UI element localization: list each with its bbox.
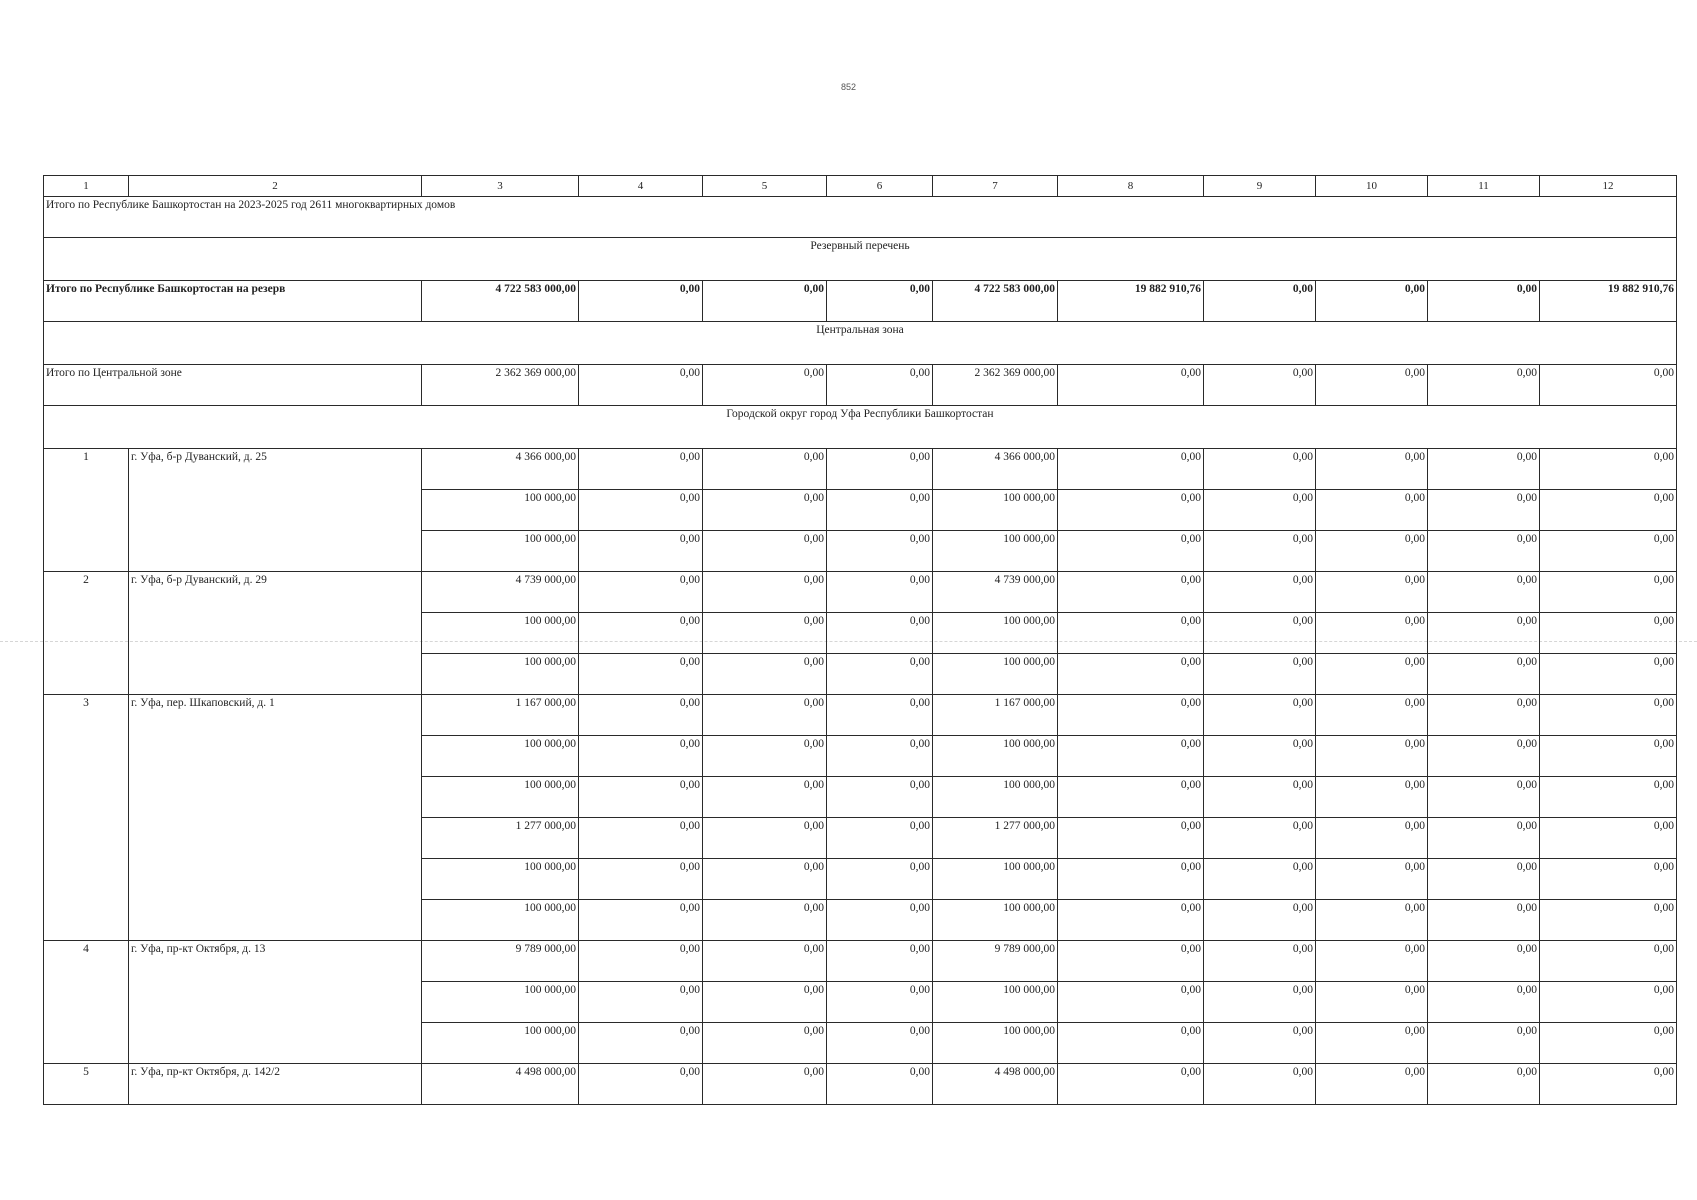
amount-cell: 0,00 <box>1058 449 1204 490</box>
amount-cell: 100 000,00 <box>933 1023 1058 1064</box>
column-header: 5 <box>703 176 827 197</box>
amount-cell: 0,00 <box>1204 1064 1316 1105</box>
amount-cell: 0,00 <box>1316 654 1428 695</box>
amount-cell: 0,00 <box>1316 695 1428 736</box>
amount-cell: 100 000,00 <box>933 736 1058 777</box>
amount-cell: 0,00 <box>703 982 827 1023</box>
amount-cell: 0,00 <box>1058 490 1204 531</box>
amount-cell: 0,00 <box>1428 777 1540 818</box>
amount-cell: 0,00 <box>1540 736 1677 777</box>
amount-cell: 100 000,00 <box>933 654 1058 695</box>
amount-cell: 0,00 <box>1058 1023 1204 1064</box>
amount-cell: 0,00 <box>827 982 933 1023</box>
amount-cell: 0,00 <box>1540 1023 1677 1064</box>
reserve-total-cell: 4 722 583 000,00 <box>422 281 579 322</box>
amount-cell: 0,00 <box>1316 531 1428 572</box>
amount-cell: 0,00 <box>1058 695 1204 736</box>
reserve-total-cell: 4 722 583 000,00 <box>933 281 1058 322</box>
amount-cell: 0,00 <box>1540 449 1677 490</box>
amount-cell: 4 498 000,00 <box>933 1064 1058 1105</box>
amount-cell: 0,00 <box>1428 736 1540 777</box>
amount-cell: 0,00 <box>1316 900 1428 941</box>
amount-cell: 0,00 <box>703 777 827 818</box>
amount-cell: 0,00 <box>579 777 703 818</box>
row-number: 3 <box>44 695 129 941</box>
amount-cell: 100 000,00 <box>422 900 579 941</box>
amount-cell: 9 789 000,00 <box>422 941 579 982</box>
amount-cell: 0,00 <box>827 695 933 736</box>
amount-cell: 0,00 <box>1540 531 1677 572</box>
amount-cell: 1 277 000,00 <box>933 818 1058 859</box>
amount-cell: 0,00 <box>1428 900 1540 941</box>
amount-cell: 0,00 <box>1316 736 1428 777</box>
amount-cell: 0,00 <box>1540 900 1677 941</box>
amount-cell: 0,00 <box>1316 941 1428 982</box>
amount-cell: 0,00 <box>1204 941 1316 982</box>
central-total-cell: 2 362 369 000,00 <box>422 365 579 406</box>
reserve-total-cell: 0,00 <box>703 281 827 322</box>
amount-cell: 0,00 <box>1058 900 1204 941</box>
amount-cell: 0,00 <box>1204 695 1316 736</box>
amount-cell: 0,00 <box>827 1064 933 1105</box>
amount-cell: 0,00 <box>1316 572 1428 613</box>
amount-cell: 0,00 <box>1316 449 1428 490</box>
column-header: 1 <box>44 176 129 197</box>
amount-cell: 9 789 000,00 <box>933 941 1058 982</box>
reserve-total-cell: 0,00 <box>579 281 703 322</box>
amount-cell: 0,00 <box>1058 736 1204 777</box>
amount-cell: 0,00 <box>579 1064 703 1105</box>
column-header: 10 <box>1316 176 1428 197</box>
amount-cell: 0,00 <box>579 654 703 695</box>
amount-cell: 0,00 <box>1316 490 1428 531</box>
amount-cell: 100 000,00 <box>933 900 1058 941</box>
amount-cell: 0,00 <box>827 900 933 941</box>
amount-cell: 1 167 000,00 <box>422 695 579 736</box>
table-row <box>44 572 1677 613</box>
column-header: 8 <box>1058 176 1204 197</box>
row-number: 1 <box>44 449 129 572</box>
amount-cell: 0,00 <box>827 777 933 818</box>
amount-cell: 0,00 <box>703 1023 827 1064</box>
amount-cell: 0,00 <box>827 449 933 490</box>
amount-cell: 0,00 <box>1540 490 1677 531</box>
amount-cell: 0,00 <box>1540 613 1677 654</box>
amount-cell: 4 366 000,00 <box>422 449 579 490</box>
central-total-cell: 0,00 <box>579 365 703 406</box>
amount-cell: 0,00 <box>1428 572 1540 613</box>
amount-cell: 0,00 <box>1540 941 1677 982</box>
amount-cell: 0,00 <box>703 736 827 777</box>
address-cell: г. Уфа, б-р Дуванский, д. 29 <box>129 572 422 695</box>
amount-cell: 0,00 <box>579 695 703 736</box>
central-total-cell: 0,00 <box>703 365 827 406</box>
amount-cell: 0,00 <box>703 613 827 654</box>
amount-cell: 0,00 <box>1058 941 1204 982</box>
amount-cell: 0,00 <box>1204 818 1316 859</box>
amount-cell: 0,00 <box>703 654 827 695</box>
table-row <box>44 449 1677 490</box>
amount-cell: 0,00 <box>1204 531 1316 572</box>
amount-cell: 0,00 <box>1540 859 1677 900</box>
amount-cell: 0,00 <box>827 490 933 531</box>
address-cell: г. Уфа, б-р Дуванский, д. 25 <box>129 449 422 572</box>
column-header: 9 <box>1204 176 1316 197</box>
amount-cell: 0,00 <box>1316 1023 1428 1064</box>
column-header: 3 <box>422 176 579 197</box>
amount-cell: 0,00 <box>703 490 827 531</box>
row-number: 2 <box>44 572 129 695</box>
amount-cell: 0,00 <box>1540 654 1677 695</box>
amount-cell: 0,00 <box>1204 613 1316 654</box>
amount-cell: 0,00 <box>1316 1064 1428 1105</box>
reserve-total-cell: 0,00 <box>827 281 933 322</box>
amount-cell: 0,00 <box>1428 613 1540 654</box>
amount-cell: 0,00 <box>1428 982 1540 1023</box>
amount-cell: 0,00 <box>827 531 933 572</box>
amount-cell: 0,00 <box>579 941 703 982</box>
register-sheet <box>43 175 1676 1105</box>
central-total-label: Итого по Центральной зоне <box>44 365 422 406</box>
amount-cell: 0,00 <box>827 818 933 859</box>
amount-cell: 100 000,00 <box>422 613 579 654</box>
amount-cell: 0,00 <box>1428 490 1540 531</box>
amount-cell: 0,00 <box>579 736 703 777</box>
amount-cell: 0,00 <box>1204 490 1316 531</box>
central-total-cell: 0,00 <box>827 365 933 406</box>
central-total-cell: 0,00 <box>1540 365 1677 406</box>
amount-cell: 100 000,00 <box>933 613 1058 654</box>
ufa-section-row <box>44 406 1677 449</box>
row-number: 5 <box>44 1064 129 1105</box>
amount-cell: 0,00 <box>1540 982 1677 1023</box>
amount-cell: 0,00 <box>579 1023 703 1064</box>
amount-cell: 0,00 <box>1204 1023 1316 1064</box>
amount-cell: 0,00 <box>579 982 703 1023</box>
address-cell: г. Уфа, пер. Шкаповский, д. 1 <box>129 695 422 941</box>
amount-cell: 0,00 <box>1058 613 1204 654</box>
amount-cell: 0,00 <box>703 859 827 900</box>
central-total-cell: 0,00 <box>1316 365 1428 406</box>
central-total-cell: 2 362 369 000,00 <box>933 365 1058 406</box>
amount-cell: 0,00 <box>1428 531 1540 572</box>
amount-cell: 0,00 <box>703 941 827 982</box>
amount-cell: 0,00 <box>1058 859 1204 900</box>
reserve-total-cell: 19 882 910,76 <box>1058 281 1204 322</box>
amount-cell: 0,00 <box>1316 982 1428 1023</box>
address-cell: г. Уфа, пр-кт Октября, д. 13 <box>129 941 422 1064</box>
amount-cell: 0,00 <box>579 859 703 900</box>
amount-cell: 100 000,00 <box>933 777 1058 818</box>
amount-cell: 0,00 <box>1058 572 1204 613</box>
amount-cell: 4 498 000,00 <box>422 1064 579 1105</box>
column-number-row <box>44 176 1677 197</box>
register-table <box>43 175 1677 1105</box>
amount-cell: 100 000,00 <box>422 777 579 818</box>
column-header: 6 <box>827 176 933 197</box>
amount-cell: 100 000,00 <box>933 982 1058 1023</box>
amount-cell: 0,00 <box>1428 695 1540 736</box>
amount-cell: 100 000,00 <box>422 859 579 900</box>
amount-cell: 0,00 <box>1540 572 1677 613</box>
amount-cell: 100 000,00 <box>422 736 579 777</box>
amount-cell: 4 739 000,00 <box>933 572 1058 613</box>
amount-cell: 0,00 <box>1428 1064 1540 1105</box>
amount-cell: 0,00 <box>1540 1064 1677 1105</box>
column-header: 4 <box>579 176 703 197</box>
amount-cell: 100 000,00 <box>422 654 579 695</box>
amount-cell: 0,00 <box>703 531 827 572</box>
amount-cell: 0,00 <box>827 941 933 982</box>
central-section-row <box>44 322 1677 365</box>
amount-cell: 4 366 000,00 <box>933 449 1058 490</box>
amount-cell: 0,00 <box>827 1023 933 1064</box>
address-cell: г. Уфа, пр-кт Октября, д. 142/2 <box>129 1064 422 1105</box>
amount-cell: 0,00 <box>1540 818 1677 859</box>
reserve-total-row <box>44 281 1677 322</box>
amount-cell: 0,00 <box>827 654 933 695</box>
amount-cell: 0,00 <box>703 449 827 490</box>
overall-title-row <box>44 197 1677 238</box>
amount-cell: 0,00 <box>579 572 703 613</box>
page-number: 852 <box>840 82 857 92</box>
central-total-cell: 0,00 <box>1204 365 1316 406</box>
amount-cell: 0,00 <box>703 572 827 613</box>
amount-cell: 0,00 <box>827 859 933 900</box>
amount-cell: 100 000,00 <box>933 490 1058 531</box>
amount-cell: 0,00 <box>1428 818 1540 859</box>
amount-cell: 0,00 <box>1428 941 1540 982</box>
column-header: 7 <box>933 176 1058 197</box>
ufa-section-title: Городской округ город Уфа Республики Башкортостан <box>44 406 1677 449</box>
amount-cell: 0,00 <box>1204 449 1316 490</box>
reserve-total-cell: 0,00 <box>1204 281 1316 322</box>
amount-cell: 0,00 <box>1428 1023 1540 1064</box>
amount-cell: 0,00 <box>579 900 703 941</box>
amount-cell: 0,00 <box>1204 654 1316 695</box>
amount-cell: 0,00 <box>579 531 703 572</box>
amount-cell: 0,00 <box>1204 572 1316 613</box>
column-header: 12 <box>1540 176 1677 197</box>
amount-cell: 0,00 <box>1428 859 1540 900</box>
amount-cell: 0,00 <box>1316 613 1428 654</box>
table-row <box>44 941 1677 982</box>
amount-cell: 0,00 <box>1058 531 1204 572</box>
amount-cell: 0,00 <box>1204 777 1316 818</box>
amount-cell: 0,00 <box>703 818 827 859</box>
amount-cell: 1 277 000,00 <box>422 818 579 859</box>
overall-title: Итого по Республике Башкортостан на 2023-2025 год 2611 многоквартирных домов <box>44 197 1677 238</box>
amount-cell: 100 000,00 <box>422 490 579 531</box>
register-table-body <box>44 176 1677 1105</box>
amount-cell: 0,00 <box>1058 777 1204 818</box>
column-header: 11 <box>1428 176 1540 197</box>
amount-cell: 0,00 <box>1316 777 1428 818</box>
central-total-cell: 0,00 <box>1058 365 1204 406</box>
amount-cell: 0,00 <box>827 613 933 654</box>
table-row <box>44 1064 1677 1105</box>
amount-cell: 0,00 <box>1316 859 1428 900</box>
amount-cell: 1 167 000,00 <box>933 695 1058 736</box>
amount-cell: 0,00 <box>1204 859 1316 900</box>
amount-cell: 0,00 <box>1316 818 1428 859</box>
amount-cell: 0,00 <box>1204 736 1316 777</box>
amount-cell: 0,00 <box>1428 654 1540 695</box>
amount-cell: 0,00 <box>1058 818 1204 859</box>
amount-cell: 0,00 <box>703 1064 827 1105</box>
amount-cell: 0,00 <box>579 613 703 654</box>
reserve-total-cell: 0,00 <box>1428 281 1540 322</box>
amount-cell: 0,00 <box>1204 900 1316 941</box>
reserve-section-title: Резервный перечень <box>44 238 1677 281</box>
amount-cell: 0,00 <box>1058 654 1204 695</box>
amount-cell: 0,00 <box>703 900 827 941</box>
amount-cell: 0,00 <box>579 490 703 531</box>
amount-cell: 4 739 000,00 <box>422 572 579 613</box>
amount-cell: 100 000,00 <box>933 531 1058 572</box>
amount-cell: 100 000,00 <box>422 1023 579 1064</box>
table-row <box>44 695 1677 736</box>
row-number: 4 <box>44 941 129 1064</box>
amount-cell: 100 000,00 <box>422 982 579 1023</box>
amount-cell: 0,00 <box>1058 1064 1204 1105</box>
column-header: 2 <box>129 176 422 197</box>
central-section-title: Центральная зона <box>44 322 1677 365</box>
amount-cell: 0,00 <box>579 449 703 490</box>
amount-cell: 0,00 <box>827 572 933 613</box>
central-total-cell: 0,00 <box>1428 365 1540 406</box>
amount-cell: 100 000,00 <box>422 531 579 572</box>
amount-cell: 0,00 <box>1058 982 1204 1023</box>
reserve-section-row <box>44 238 1677 281</box>
amount-cell: 0,00 <box>1204 982 1316 1023</box>
amount-cell: 0,00 <box>1540 695 1677 736</box>
reserve-total-cell: 0,00 <box>1316 281 1428 322</box>
reserve-total-label: Итого по Республике Башкортостан на резерв <box>44 281 422 322</box>
amount-cell: 0,00 <box>1540 777 1677 818</box>
central-total-row <box>44 365 1677 406</box>
amount-cell: 0,00 <box>827 736 933 777</box>
amount-cell: 0,00 <box>703 695 827 736</box>
amount-cell: 0,00 <box>1428 449 1540 490</box>
reserve-total-cell: 19 882 910,76 <box>1540 281 1677 322</box>
amount-cell: 0,00 <box>579 818 703 859</box>
amount-cell: 100 000,00 <box>933 859 1058 900</box>
